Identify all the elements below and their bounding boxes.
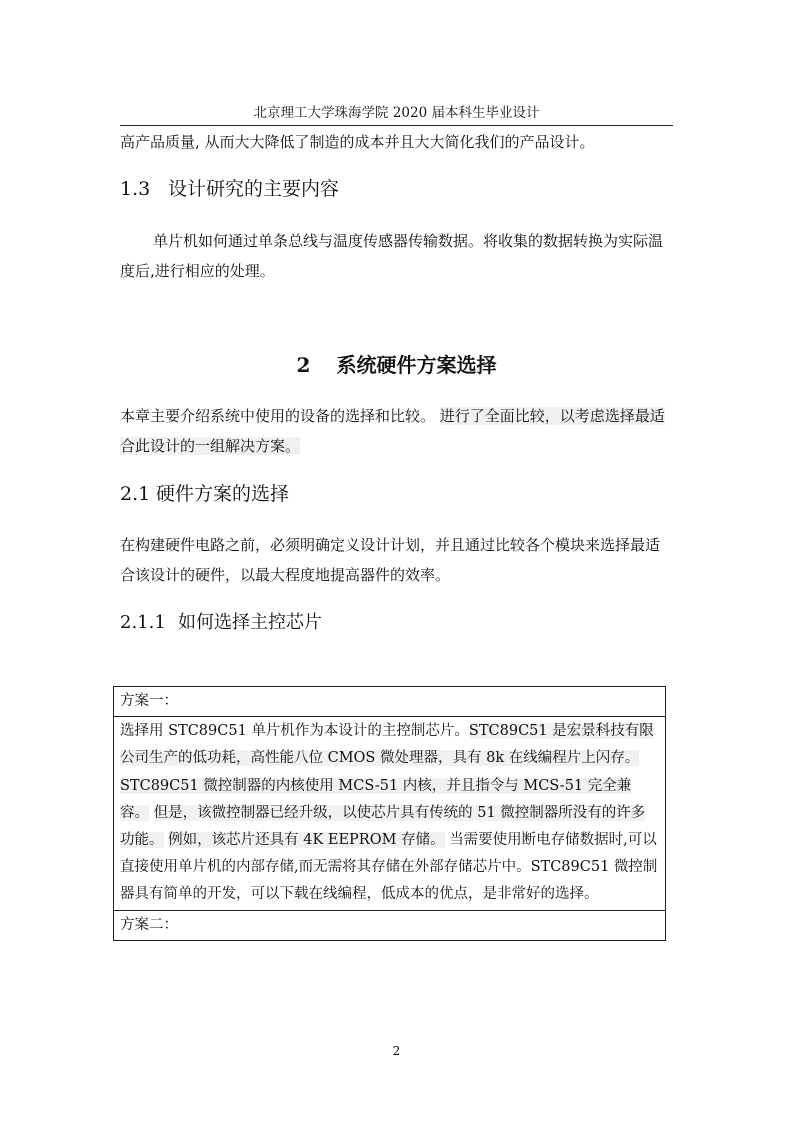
running-header: 北京理工大学珠海学院 2020 届本科生毕业设计: [253, 105, 540, 121]
chapter-title: 系统硬件方案选择: [336, 353, 497, 377]
section-title: 硬件方案的选择: [156, 483, 290, 505]
scheme1-sentence: STC89C51 微控制器的内核使用 MCS-51 内核，并且指令与 MCS-51 完全兼容。: [120, 777, 632, 821]
section-1-3-body: 单片机如何通过单条总线与温度传感器传输数据。将收集的数据转换为实际温度后,进行相应的处理。: [120, 232, 664, 280]
scheme-table: [113, 686, 666, 941]
page-number: 2: [392, 1044, 401, 1058]
scheme1-sentence: STC89C51 是宏景科技有限公司生产的低功耗，高性能八位 CMOS 微处理器，具有 8k 在线编程片上闪存。: [120, 723, 654, 767]
section-2-1-body: 在构建硬件电路之前，必须明确定义设计计划，并且通过比较各个模块来选择最适合该设计的硬件，以最大程度地提高器件的效率。: [120, 536, 661, 584]
header-rule: [120, 125, 673, 126]
chapter-2-intro: [120, 401, 673, 461]
section-number: 2.1: [120, 483, 151, 505]
table-row: [114, 717, 666, 910]
chapter-2-heading: [120, 351, 673, 379]
section-2-1-1-heading: [120, 610, 673, 636]
scheme1-sentence: 例如，该芯片还具有 4K EEPROM 存储。: [168, 832, 445, 849]
section-title: 设计研究的主要内容: [168, 178, 340, 200]
scheme1-sentence: 选择用 STC89C51 单片机作为本设计的主控制芯片。: [120, 723, 469, 740]
section-title: 如何选择主控芯片: [178, 612, 322, 633]
section-number: 1.3: [120, 178, 151, 200]
chapter-number: 2: [296, 353, 311, 377]
table-row: [114, 910, 666, 940]
section-number: 2.1.1: [120, 612, 166, 633]
section-2-1-heading: [120, 481, 673, 507]
chapter-intro-part1: 本章主要介绍系统中使用的设备的选择和比较。: [120, 407, 436, 425]
scheme1-description: [114, 717, 666, 910]
scheme2-label: 方案二：: [114, 910, 666, 940]
scheme1-sentence: 当需要使用断电存储数据时,可以直接使用单片机的内部存储,而无需将其存储在外部存储芯片中。STC89C51 微控制器具有简单的开发，可以下载在线编程，低成本的优点，是非常好的选择。: [120, 832, 658, 903]
table-row: [114, 687, 666, 717]
scheme1-sentence: 但是，该微控制器已经升级，以使芯片具有传统的 51 微控制器所没有的许多功能。: [120, 804, 646, 849]
chapter-intro-part2: 进行了全面比较，以考虑选择最适合此设计的一组解决方案。: [120, 407, 665, 455]
scheme1-label: 方案一：: [114, 687, 666, 717]
section-1-3-heading: [120, 176, 673, 202]
intro-line: 高产品质量, 从而大大降低了制造的成本并且大大简化我们的产品设计。: [120, 133, 595, 151]
